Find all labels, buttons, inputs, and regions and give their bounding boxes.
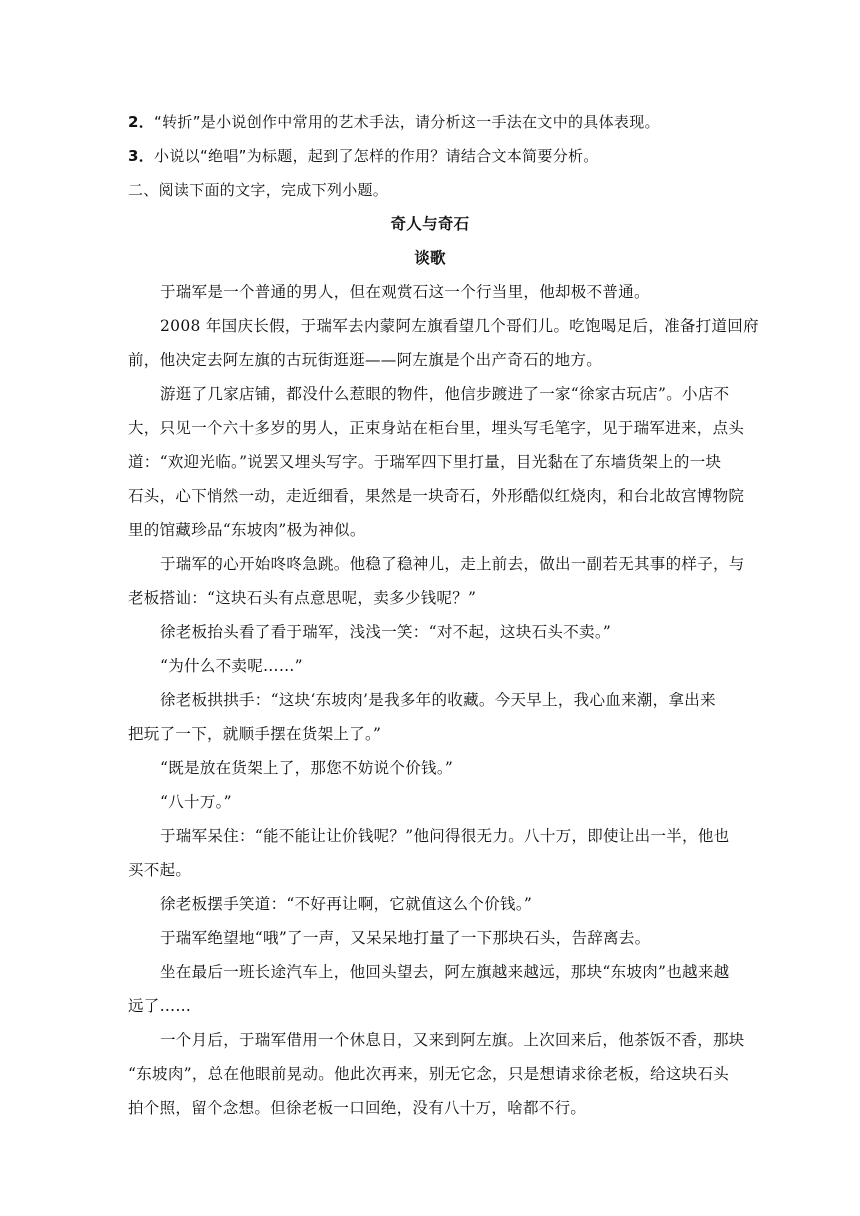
story-line: “东坡肉”，总在他眼前晃动。他此次再来，别无它念，只是想请求徐老板，给这块石头 [128, 1065, 730, 1083]
question-3 [128, 146, 728, 166]
story-line: 里的馆藏珍品“东坡肉”极为神似。 [128, 521, 366, 539]
question-2-number: 2． [128, 113, 155, 131]
question-3-number: 3． [128, 147, 155, 165]
story-line: “为什么不卖呢……” [160, 657, 303, 675]
question-3-text: 小说以“绝唱”为标题，起到了怎样的作用？请结合文本简要分析。 [154, 147, 599, 165]
story-line: 大，只见一个六十多岁的男人，正束身站在柜台里，埋头写毛笔字，见于瑞军进来，点头 [128, 419, 745, 437]
story-line: 徐老板抬头看了看于瑞军，浅浅一笑：“对不起，这块石头不卖。” [160, 623, 612, 641]
story-line: 2008 年国庆长假，于瑞军去内蒙阿左旗看望几个哥们儿。吃饱喝足后，准备打道回府 [160, 317, 759, 335]
question-2-text: “转折”是小说创作中常用的艺术手法，请分析这一手法在文中的具体表现。 [154, 113, 660, 131]
story-line: 徐老板摆手笑道：“不好再让啊，它就值这么个价钱。” [160, 895, 533, 913]
story-line: 于瑞军是一个普通的男人，但在观赏石这一个行当里，他却极不普通。 [160, 283, 650, 301]
section-instruction: 二、阅读下面的文字，完成下列小题。 [128, 181, 389, 199]
story-line: 老板搭讪：“这块石头有点意思呢，卖多少钱呢？” [128, 589, 477, 607]
story-line: 徐老板拱拱手：“这块‘东坡肉’是我多年的收藏。今天早上，我心血来潮，拿出来 [160, 691, 716, 709]
story-line: 前，他决定去阿左旗的古玩街逛逛——阿左旗是个出产奇石的地方。 [128, 351, 603, 369]
story-title: 奇人与奇石 [390, 214, 470, 233]
story-line: 拍个照，留个念想。但徐老板一口回绝，没有八十万，啥都不行。 [128, 1099, 587, 1117]
story-line: 于瑞军呆住：“能不能让让价钱呢？”他问得很无力。八十万，即使让出一半，他也 [160, 827, 730, 845]
story-line: 买不起。 [128, 861, 192, 879]
story-line: 把玩了一下，就顺手摆在货架上了。” [128, 725, 382, 743]
story-line: 一个月后，于瑞军借用一个休息日，又来到阿左旗。上次回来后，他茶饭不香，那块 [160, 1031, 745, 1049]
story-line: “既是放在货架上了，那您不妨说个价钱。” [160, 759, 454, 777]
question-2 [128, 112, 728, 132]
story-line: 于瑞军绝望地“哦”了一声，又呆呆地打量了一下那块石头，告辞离去。 [160, 929, 651, 947]
story-line: 远了…… [128, 997, 192, 1015]
story-line: “八十万。” [160, 793, 232, 811]
story-line: 于瑞军的心开始咚咚急跳。他稳了稳神儿，走上前去，做出一副若无其事的样子，与 [160, 555, 745, 573]
story-line: 道：“欢迎光临。”说罢又埋头写字。于瑞军四下里打量，目光黏在了东墙货架上的一块 [128, 453, 722, 471]
story-line: 石头，心下悄然一动，走近细看，果然是一块奇石，外形酷似红烧肉，和台北故宫博物院 [128, 487, 745, 505]
story-author: 谈歌 [414, 248, 446, 267]
story-line: 游逛了几家店铺，都没什么惹眼的物件，他信步踱进了一家“徐家古玩店”。小店不 [160, 385, 730, 403]
story-line: 坐在最后一班长途汽车上，他回头望去，阿左旗越来越远，那块“东坡肉”也越来越 [160, 963, 730, 981]
